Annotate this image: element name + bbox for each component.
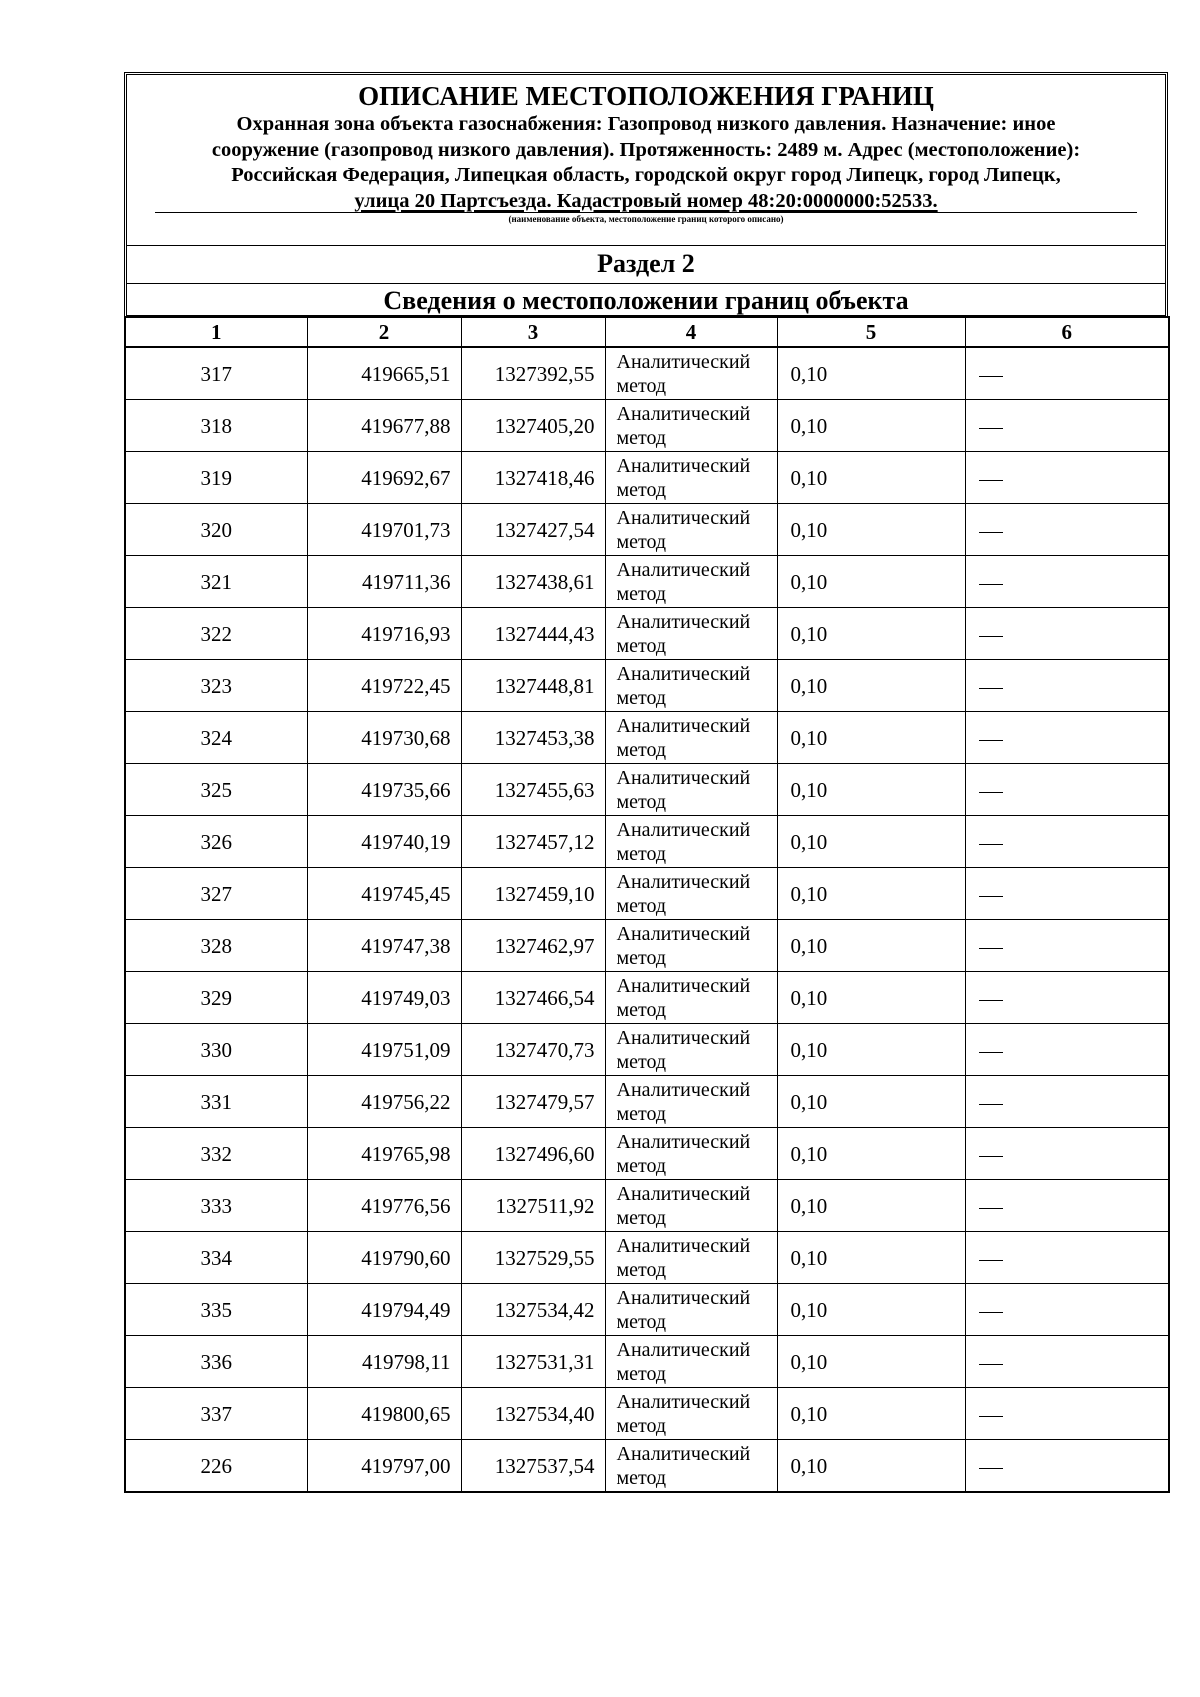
- method-cell: [605, 868, 777, 920]
- table-body: [125, 347, 1169, 1492]
- dash-mark: [979, 948, 1003, 949]
- point-number-cell: 322: [125, 608, 307, 660]
- accuracy-cell: 0,10: [777, 712, 965, 764]
- table-row: [125, 1440, 1169, 1493]
- point-number-cell: 324: [125, 712, 307, 764]
- y-coordinate-cell: 1327459,10: [461, 868, 605, 920]
- point-number-cell: 319: [125, 452, 307, 504]
- table-row: [125, 556, 1169, 608]
- table-row: [125, 400, 1169, 452]
- method-line: метод: [616, 998, 667, 1021]
- table-row: [125, 1284, 1169, 1336]
- dash-mark: [979, 1208, 1003, 1209]
- document-header: [124, 72, 1168, 318]
- dash-mark: [979, 584, 1003, 585]
- method-cell: [605, 1128, 777, 1180]
- x-coordinate-cell: 419747,38: [307, 920, 461, 972]
- description-cell: [965, 556, 1169, 608]
- accuracy-cell: 0,10: [777, 972, 965, 1024]
- method-cell: [605, 1284, 777, 1336]
- table-row: [125, 920, 1169, 972]
- x-coordinate-cell: 419798,11: [307, 1336, 461, 1388]
- method-line: Аналитический: [616, 350, 751, 373]
- point-number-cell: 332: [125, 1128, 307, 1180]
- description-cell: [965, 920, 1169, 972]
- y-coordinate-cell: 1327405,20: [461, 400, 605, 452]
- method-cell: [605, 660, 777, 712]
- point-number-cell: 320: [125, 504, 307, 556]
- description-cell: [965, 1284, 1169, 1336]
- method-line: Аналитический: [616, 610, 751, 633]
- method-line: Аналитический: [616, 558, 751, 581]
- point-number-cell: 334: [125, 1232, 307, 1284]
- description-cell: [965, 1128, 1169, 1180]
- method-line: метод: [616, 374, 667, 397]
- method-cell: [605, 764, 777, 816]
- accuracy-cell: 0,10: [777, 1180, 965, 1232]
- method-cell: [605, 1024, 777, 1076]
- table-header-row: [125, 317, 1169, 347]
- x-coordinate-cell: 419751,09: [307, 1024, 461, 1076]
- x-coordinate-cell: 419740,19: [307, 816, 461, 868]
- method-cell: [605, 712, 777, 764]
- dash-mark: [979, 1416, 1003, 1417]
- x-coordinate-cell: 419765,98: [307, 1128, 461, 1180]
- table-row: [125, 816, 1169, 868]
- column-header: 1: [125, 317, 307, 347]
- object-description-line: сооружение (газопровод низкого давления). Протяженность: 2489 м. Адрес (местоположение):: [211, 138, 1081, 161]
- method-line: метод: [616, 1414, 667, 1437]
- method-line: Аналитический: [616, 402, 751, 425]
- x-coordinate-cell: 419711,36: [307, 556, 461, 608]
- dash-mark: [979, 688, 1003, 689]
- table-row: [125, 712, 1169, 764]
- x-coordinate-cell: 419677,88: [307, 400, 461, 452]
- object-description-line: улица 20 Партсъезда. Кадастровый номер 48:20:0000000:52533.: [354, 189, 938, 212]
- description-cell: [965, 660, 1169, 712]
- method-line: Аналитический: [616, 1338, 751, 1361]
- method-line: метод: [616, 1154, 667, 1177]
- method-cell: [605, 1336, 777, 1388]
- method-line: метод: [616, 1466, 667, 1489]
- method-cell: [605, 1232, 777, 1284]
- x-coordinate-cell: 419790,60: [307, 1232, 461, 1284]
- method-line: метод: [616, 582, 667, 605]
- table-row: [125, 608, 1169, 660]
- description-cell: [965, 764, 1169, 816]
- method-line: Аналитический: [616, 1078, 751, 1101]
- x-coordinate-cell: 419735,66: [307, 764, 461, 816]
- y-coordinate-cell: 1327444,43: [461, 608, 605, 660]
- y-coordinate-cell: 1327466,54: [461, 972, 605, 1024]
- accuracy-cell: 0,10: [777, 1232, 965, 1284]
- y-coordinate-cell: 1327438,61: [461, 556, 605, 608]
- y-coordinate-cell: 1327496,60: [461, 1128, 605, 1180]
- method-cell: [605, 556, 777, 608]
- description-cell: [965, 1232, 1169, 1284]
- header-divider: [127, 245, 1165, 246]
- x-coordinate-cell: 419794,49: [307, 1284, 461, 1336]
- method-line: Аналитический: [616, 454, 751, 477]
- method-line: метод: [616, 1206, 667, 1229]
- x-coordinate-cell: 419800,65: [307, 1388, 461, 1440]
- description-cell: [965, 400, 1169, 452]
- column-header: 5: [777, 317, 965, 347]
- method-line: метод: [616, 946, 667, 969]
- accuracy-cell: 0,10: [777, 1128, 965, 1180]
- dash-mark: [979, 1260, 1003, 1261]
- point-number-cell: 323: [125, 660, 307, 712]
- method-line: метод: [616, 1050, 667, 1073]
- description-cell: [965, 1024, 1169, 1076]
- method-cell: [605, 347, 777, 400]
- description-cell: [965, 608, 1169, 660]
- table-row: [125, 1336, 1169, 1388]
- point-number-cell: 330: [125, 1024, 307, 1076]
- table-row: [125, 1180, 1169, 1232]
- dash-mark: [979, 740, 1003, 741]
- x-coordinate-cell: 419797,00: [307, 1440, 461, 1493]
- method-line: Аналитический: [616, 870, 751, 893]
- y-coordinate-cell: 1327457,12: [461, 816, 605, 868]
- description-cell: [965, 452, 1169, 504]
- method-line: Аналитический: [616, 662, 751, 685]
- method-line: метод: [616, 426, 667, 449]
- header-divider: [127, 283, 1165, 284]
- x-coordinate-cell: 419716,93: [307, 608, 461, 660]
- point-number-cell: 327: [125, 868, 307, 920]
- method-cell: [605, 920, 777, 972]
- method-cell: [605, 972, 777, 1024]
- method-line: Аналитический: [616, 1130, 751, 1153]
- method-cell: [605, 816, 777, 868]
- y-coordinate-cell: 1327537,54: [461, 1440, 605, 1493]
- table-row: [125, 1388, 1169, 1440]
- method-line: метод: [616, 842, 667, 865]
- point-number-cell: 328: [125, 920, 307, 972]
- x-coordinate-cell: 419692,67: [307, 452, 461, 504]
- object-description-line: Российская Федерация, Липецкая область, городской округ город Липецк, город Липецк,: [231, 164, 1061, 186]
- dash-mark: [979, 636, 1003, 637]
- y-coordinate-cell: 1327534,42: [461, 1284, 605, 1336]
- column-header: 2: [307, 317, 461, 347]
- point-number-cell: 333: [125, 1180, 307, 1232]
- method-line: метод: [616, 1310, 667, 1333]
- method-line: метод: [616, 1258, 667, 1281]
- y-coordinate-cell: 1327427,54: [461, 504, 605, 556]
- dash-mark: [979, 1312, 1003, 1313]
- method-line: Аналитический: [616, 1286, 751, 1309]
- y-coordinate-cell: 1327392,55: [461, 347, 605, 400]
- point-number-cell: 226: [125, 1440, 307, 1493]
- table-row: [125, 1128, 1169, 1180]
- method-line: метод: [616, 686, 667, 709]
- accuracy-cell: 0,10: [777, 660, 965, 712]
- description-cell: [965, 972, 1169, 1024]
- point-number-cell: 337: [125, 1388, 307, 1440]
- method-cell: [605, 608, 777, 660]
- method-line: метод: [616, 1102, 667, 1125]
- point-number-cell: 329: [125, 972, 307, 1024]
- dash-mark: [979, 1364, 1003, 1365]
- method-cell: [605, 504, 777, 556]
- method-line: Аналитический: [616, 974, 751, 997]
- x-coordinate-cell: 419665,51: [307, 347, 461, 400]
- method-line: метод: [616, 790, 667, 813]
- accuracy-cell: 0,10: [777, 1336, 965, 1388]
- method-cell: [605, 1388, 777, 1440]
- dash-mark: [979, 1468, 1003, 1469]
- point-number-cell: 336: [125, 1336, 307, 1388]
- table-row: [125, 972, 1169, 1024]
- dash-mark: [979, 896, 1003, 897]
- accuracy-cell: 0,10: [777, 400, 965, 452]
- method-line: Аналитический: [616, 506, 751, 529]
- x-coordinate-cell: 419756,22: [307, 1076, 461, 1128]
- method-line: метод: [616, 1362, 667, 1385]
- method-line: Аналитический: [616, 766, 751, 789]
- method-line: Аналитический: [616, 1234, 751, 1257]
- section-title: Раздел 2: [597, 249, 695, 278]
- accuracy-cell: 0,10: [777, 816, 965, 868]
- table-row: [125, 452, 1169, 504]
- point-number-cell: 331: [125, 1076, 307, 1128]
- description-cell: [965, 1336, 1169, 1388]
- y-coordinate-cell: 1327455,63: [461, 764, 605, 816]
- x-coordinate-cell: 419776,56: [307, 1180, 461, 1232]
- accuracy-cell: 0,10: [777, 347, 965, 400]
- dash-mark: [979, 532, 1003, 533]
- x-coordinate-cell: 419701,73: [307, 504, 461, 556]
- accuracy-cell: 0,10: [777, 608, 965, 660]
- dash-mark: [979, 428, 1003, 429]
- accuracy-cell: 0,10: [777, 504, 965, 556]
- x-coordinate-cell: 419749,03: [307, 972, 461, 1024]
- table-row: [125, 764, 1169, 816]
- method-line: метод: [616, 530, 667, 553]
- object-description-line: Охранная зона объекта газоснабжения: Газопровод низкого давления. Назначение: иное: [236, 113, 1056, 135]
- dash-mark: [979, 1156, 1003, 1157]
- dash-mark: [979, 792, 1003, 793]
- point-number-cell: 321: [125, 556, 307, 608]
- point-number-cell: 318: [125, 400, 307, 452]
- accuracy-cell: 0,10: [777, 764, 965, 816]
- description-cell: [965, 1440, 1169, 1493]
- object-caption: (наименование объекта, местоположение границ которого описано): [508, 214, 784, 224]
- table-row: [125, 660, 1169, 712]
- method-line: метод: [616, 634, 667, 657]
- coordinates-table: [124, 316, 1170, 1493]
- point-number-cell: 335: [125, 1284, 307, 1336]
- accuracy-cell: 0,10: [777, 1024, 965, 1076]
- caption-rule: [155, 212, 1137, 213]
- method-cell: [605, 400, 777, 452]
- method-cell: [605, 1180, 777, 1232]
- method-line: Аналитический: [616, 1442, 751, 1465]
- y-coordinate-cell: 1327531,31: [461, 1336, 605, 1388]
- y-coordinate-cell: 1327511,92: [461, 1180, 605, 1232]
- column-header: 6: [965, 317, 1169, 347]
- y-coordinate-cell: 1327453,38: [461, 712, 605, 764]
- x-coordinate-cell: 419745,45: [307, 868, 461, 920]
- section-subtitle: Сведения о местоположении границ объекта: [383, 286, 909, 315]
- point-number-cell: 317: [125, 347, 307, 400]
- y-coordinate-cell: 1327534,40: [461, 1388, 605, 1440]
- accuracy-cell: 0,10: [777, 920, 965, 972]
- dash-mark: [979, 844, 1003, 845]
- dash-mark: [979, 376, 1003, 377]
- table-row: [125, 1232, 1169, 1284]
- accuracy-cell: 0,10: [777, 868, 965, 920]
- accuracy-cell: 0,10: [777, 1284, 965, 1336]
- table-row: [125, 347, 1169, 400]
- table-row: [125, 868, 1169, 920]
- y-coordinate-cell: 1327479,57: [461, 1076, 605, 1128]
- description-cell: [965, 1076, 1169, 1128]
- x-coordinate-cell: 419730,68: [307, 712, 461, 764]
- y-coordinate-cell: 1327462,97: [461, 920, 605, 972]
- accuracy-cell: 0,10: [777, 556, 965, 608]
- x-coordinate-cell: 419722,45: [307, 660, 461, 712]
- y-coordinate-cell: 1327529,55: [461, 1232, 605, 1284]
- accuracy-cell: 0,10: [777, 1076, 965, 1128]
- dash-mark: [979, 1104, 1003, 1105]
- method-line: Аналитический: [616, 1182, 751, 1205]
- point-number-cell: 325: [125, 764, 307, 816]
- dash-mark: [979, 1052, 1003, 1053]
- method-line: Аналитический: [616, 1390, 751, 1413]
- method-line: Аналитический: [616, 922, 751, 945]
- description-cell: [965, 504, 1169, 556]
- method-line: метод: [616, 738, 667, 761]
- point-number-cell: 326: [125, 816, 307, 868]
- column-header: 4: [605, 317, 777, 347]
- y-coordinate-cell: 1327448,81: [461, 660, 605, 712]
- accuracy-cell: 0,10: [777, 1388, 965, 1440]
- y-coordinate-cell: 1327418,46: [461, 452, 605, 504]
- description-cell: [965, 347, 1169, 400]
- y-coordinate-cell: 1327470,73: [461, 1024, 605, 1076]
- method-line: метод: [616, 894, 667, 917]
- dash-mark: [979, 1000, 1003, 1001]
- method-line: Аналитический: [616, 818, 751, 841]
- object-description: [147, 112, 1145, 214]
- method-line: Аналитический: [616, 1026, 751, 1049]
- method-line: метод: [616, 478, 667, 501]
- accuracy-cell: 0,10: [777, 1440, 965, 1493]
- description-cell: [965, 868, 1169, 920]
- method-cell: [605, 1440, 777, 1493]
- method-cell: [605, 452, 777, 504]
- accuracy-cell: 0,10: [777, 452, 965, 504]
- method-cell: [605, 1076, 777, 1128]
- dash-mark: [979, 480, 1003, 481]
- description-cell: [965, 712, 1169, 764]
- table-row: [125, 504, 1169, 556]
- page-title: ОПИСАНИЕ МЕСТОПОЛОЖЕНИЯ ГРАНИЦ: [358, 81, 934, 111]
- description-cell: [965, 816, 1169, 868]
- method-line: Аналитический: [616, 714, 751, 737]
- description-cell: [965, 1388, 1169, 1440]
- table-row: [125, 1076, 1169, 1128]
- table-row: [125, 1024, 1169, 1076]
- column-header: 3: [461, 317, 605, 347]
- description-cell: [965, 1180, 1169, 1232]
